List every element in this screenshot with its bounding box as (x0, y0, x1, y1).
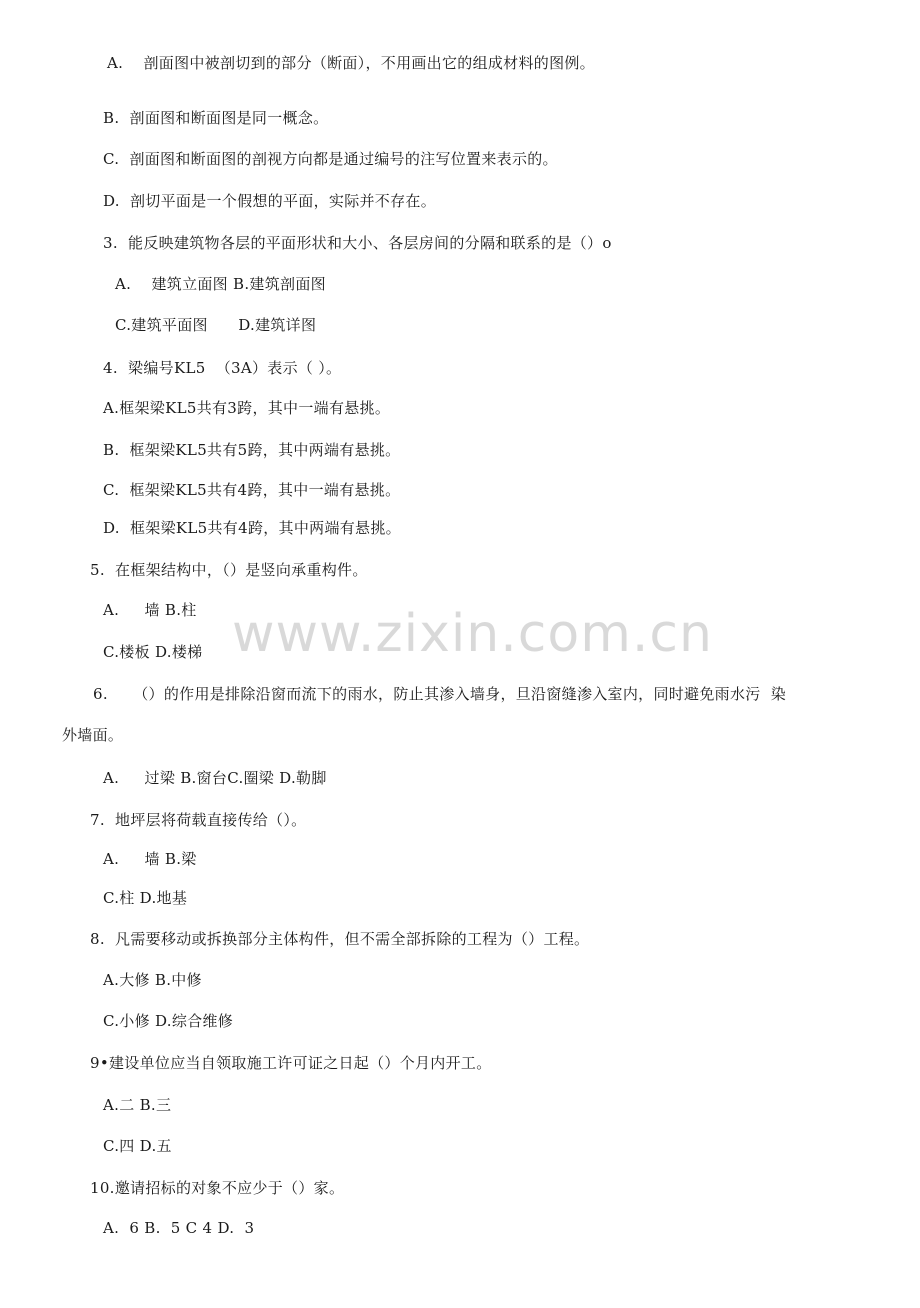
watermark: www.zixin.com.cn (232, 604, 713, 664)
option-d-cutting-plane: D. 剖切平面是一个假想的平面，实际并不存在。 (103, 192, 436, 210)
question-10: 10.邀请招标的对象不应少于（）家。 (90, 1179, 345, 1197)
q5-options-cd: C.楼板 D.楼梯 (103, 643, 203, 661)
question-9: 9•建设单位应当自领取施工许可证之日起（）个月内开工。 (90, 1054, 492, 1072)
question-4: 4. 梁编号KL5 （3A）表示（ ）。 (103, 359, 342, 377)
q5-options-ab: A. 墙 B.柱 (103, 601, 197, 619)
q9-options-ab: A.二 B.三 (103, 1096, 172, 1114)
question-3: 3. 能反映建筑物各层的平面形状和大小、各层房间的分隔和联系的是（）o (103, 234, 612, 252)
q3-options-ab: A. 建筑立面图 B.建筑剖面图 (115, 275, 326, 293)
q9-options-cd: C.四 D.五 (103, 1137, 172, 1155)
option-c-view-direction: C. 剖面图和断面图的剖视方向都是通过编号的注写位置来表示的。 (103, 150, 558, 168)
q4-option-a: A.框架梁KL5共有3跨，其中一端有悬挑。 (103, 399, 391, 417)
q4-option-d: D. 框架梁KL5共有4跨，其中两端有悬挑。 (103, 519, 401, 537)
q6-options: A. 过梁 B.窗台C.圈梁 D.勒脚 (103, 769, 327, 787)
option-b-same-concept: B. 剖面图和断面图是同一概念。 (103, 109, 329, 127)
q8-options-ab: A.大修 B.中修 (103, 971, 202, 989)
q10-options: A. 6 B. 5 C 4 D. 3 (103, 1219, 255, 1237)
question-6: 6. （）的作用是排除沿窗而流下的雨水，防止其渗入墙身，旦沿窗缝渗入室内，同时避免雨水污 染 (93, 685, 786, 703)
q7-options-cd: C.柱 D.地基 (103, 889, 188, 907)
q4-option-b: B. 框架梁KL5共有5跨，其中两端有悬挑。 (103, 441, 401, 459)
q7-options-ab: A. 墙 B.梁 (103, 850, 197, 868)
question-8: 8. 凡需要移动或拆换部分主体构件，但不需全部拆除的工程为（）工程。 (90, 930, 590, 948)
option-a-section-view: A. 剖面图中被剖切到的部分（断面），不用画出它的组成材料的图例。 (107, 54, 595, 72)
q3-options-cd: C.建筑平面图 D.建筑详图 (115, 316, 317, 334)
q8-options-cd: C.小修 D.综合维修 (103, 1012, 234, 1030)
question-6-continued: 外墙面。 (62, 726, 124, 744)
question-5: 5. 在框架结构中，（）是竖向承重构件。 (90, 561, 368, 579)
q4-option-c: C. 框架梁KL5共有4跨，其中一端有悬挑。 (103, 481, 401, 499)
question-7: 7. 地坪层将荷载直接传给（）。 (90, 811, 307, 829)
